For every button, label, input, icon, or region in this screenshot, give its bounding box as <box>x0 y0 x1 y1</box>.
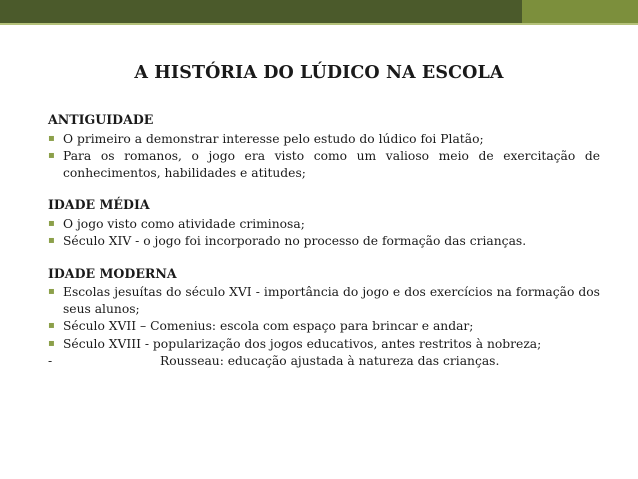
bullet-list <box>48 216 600 250</box>
bullet-list <box>48 284 600 370</box>
list-item-continuation <box>48 353 600 370</box>
list-item-text: Escolas jesuítas do século XVI - importância do jogo e dos exercícios na formação dos seus alunos; <box>63 285 600 316</box>
top-banner-dark <box>0 0 522 23</box>
list-item-text: Rousseau: educação ajustada à natureza das crianças. <box>160 354 500 368</box>
dash-marker: - <box>48 354 53 368</box>
bullet-icon: ▪ <box>48 150 55 161</box>
section-idade-media <box>48 197 600 250</box>
list-item-text: Século XVII – Comenius: escola com espaço para brincar e andar; <box>63 319 474 333</box>
slide-content <box>48 112 600 386</box>
bullet-icon: ▪ <box>48 217 55 229</box>
list-item-text: O jogo visto como atividade criminosa; <box>63 216 305 231</box>
section-antiguidade <box>48 112 600 181</box>
list-item <box>48 318 600 335</box>
bullet-icon: ▪ <box>48 235 55 246</box>
bullet-icon: ▪ <box>48 132 55 144</box>
list-item <box>48 284 600 317</box>
bullet-icon: ▪ <box>48 286 55 297</box>
list-item-text: O primeiro a demonstrar interesse pelo estudo do lúdico foi Platão; <box>63 131 484 146</box>
bullet-list <box>48 131 600 182</box>
slide-title: A HISTÓRIA DO LÚDICO NA ESCOLA <box>134 63 504 83</box>
section-idade-moderna <box>48 266 600 370</box>
section-heading: IDADE MODERNA <box>48 265 177 281</box>
bullet-icon: ▪ <box>48 320 55 331</box>
list-item-text: Para os romanos, o jogo era visto como um valioso meio de exercitação de conhecimentos, habilidades e atitudes; <box>63 149 600 180</box>
bullet-icon: ▪ <box>48 337 55 349</box>
top-banner <box>0 0 638 23</box>
section-heading: ANTIGUIDADE <box>48 112 154 127</box>
list-item <box>48 131 600 148</box>
top-banner-accent <box>522 0 638 23</box>
list-item-text: Século XVIII - popularização dos jogos educativos, antes restritos à nobreza; <box>63 336 542 351</box>
section-heading: IDADE MÉDIA <box>48 197 150 212</box>
list-item <box>48 216 600 233</box>
list-item <box>48 233 600 250</box>
list-item-text: Século XIV - o jogo foi incorporado no processo de formação das crianças. <box>63 234 527 248</box>
top-banner-line <box>0 23 638 25</box>
list-item <box>48 336 600 353</box>
list-item <box>48 148 600 181</box>
